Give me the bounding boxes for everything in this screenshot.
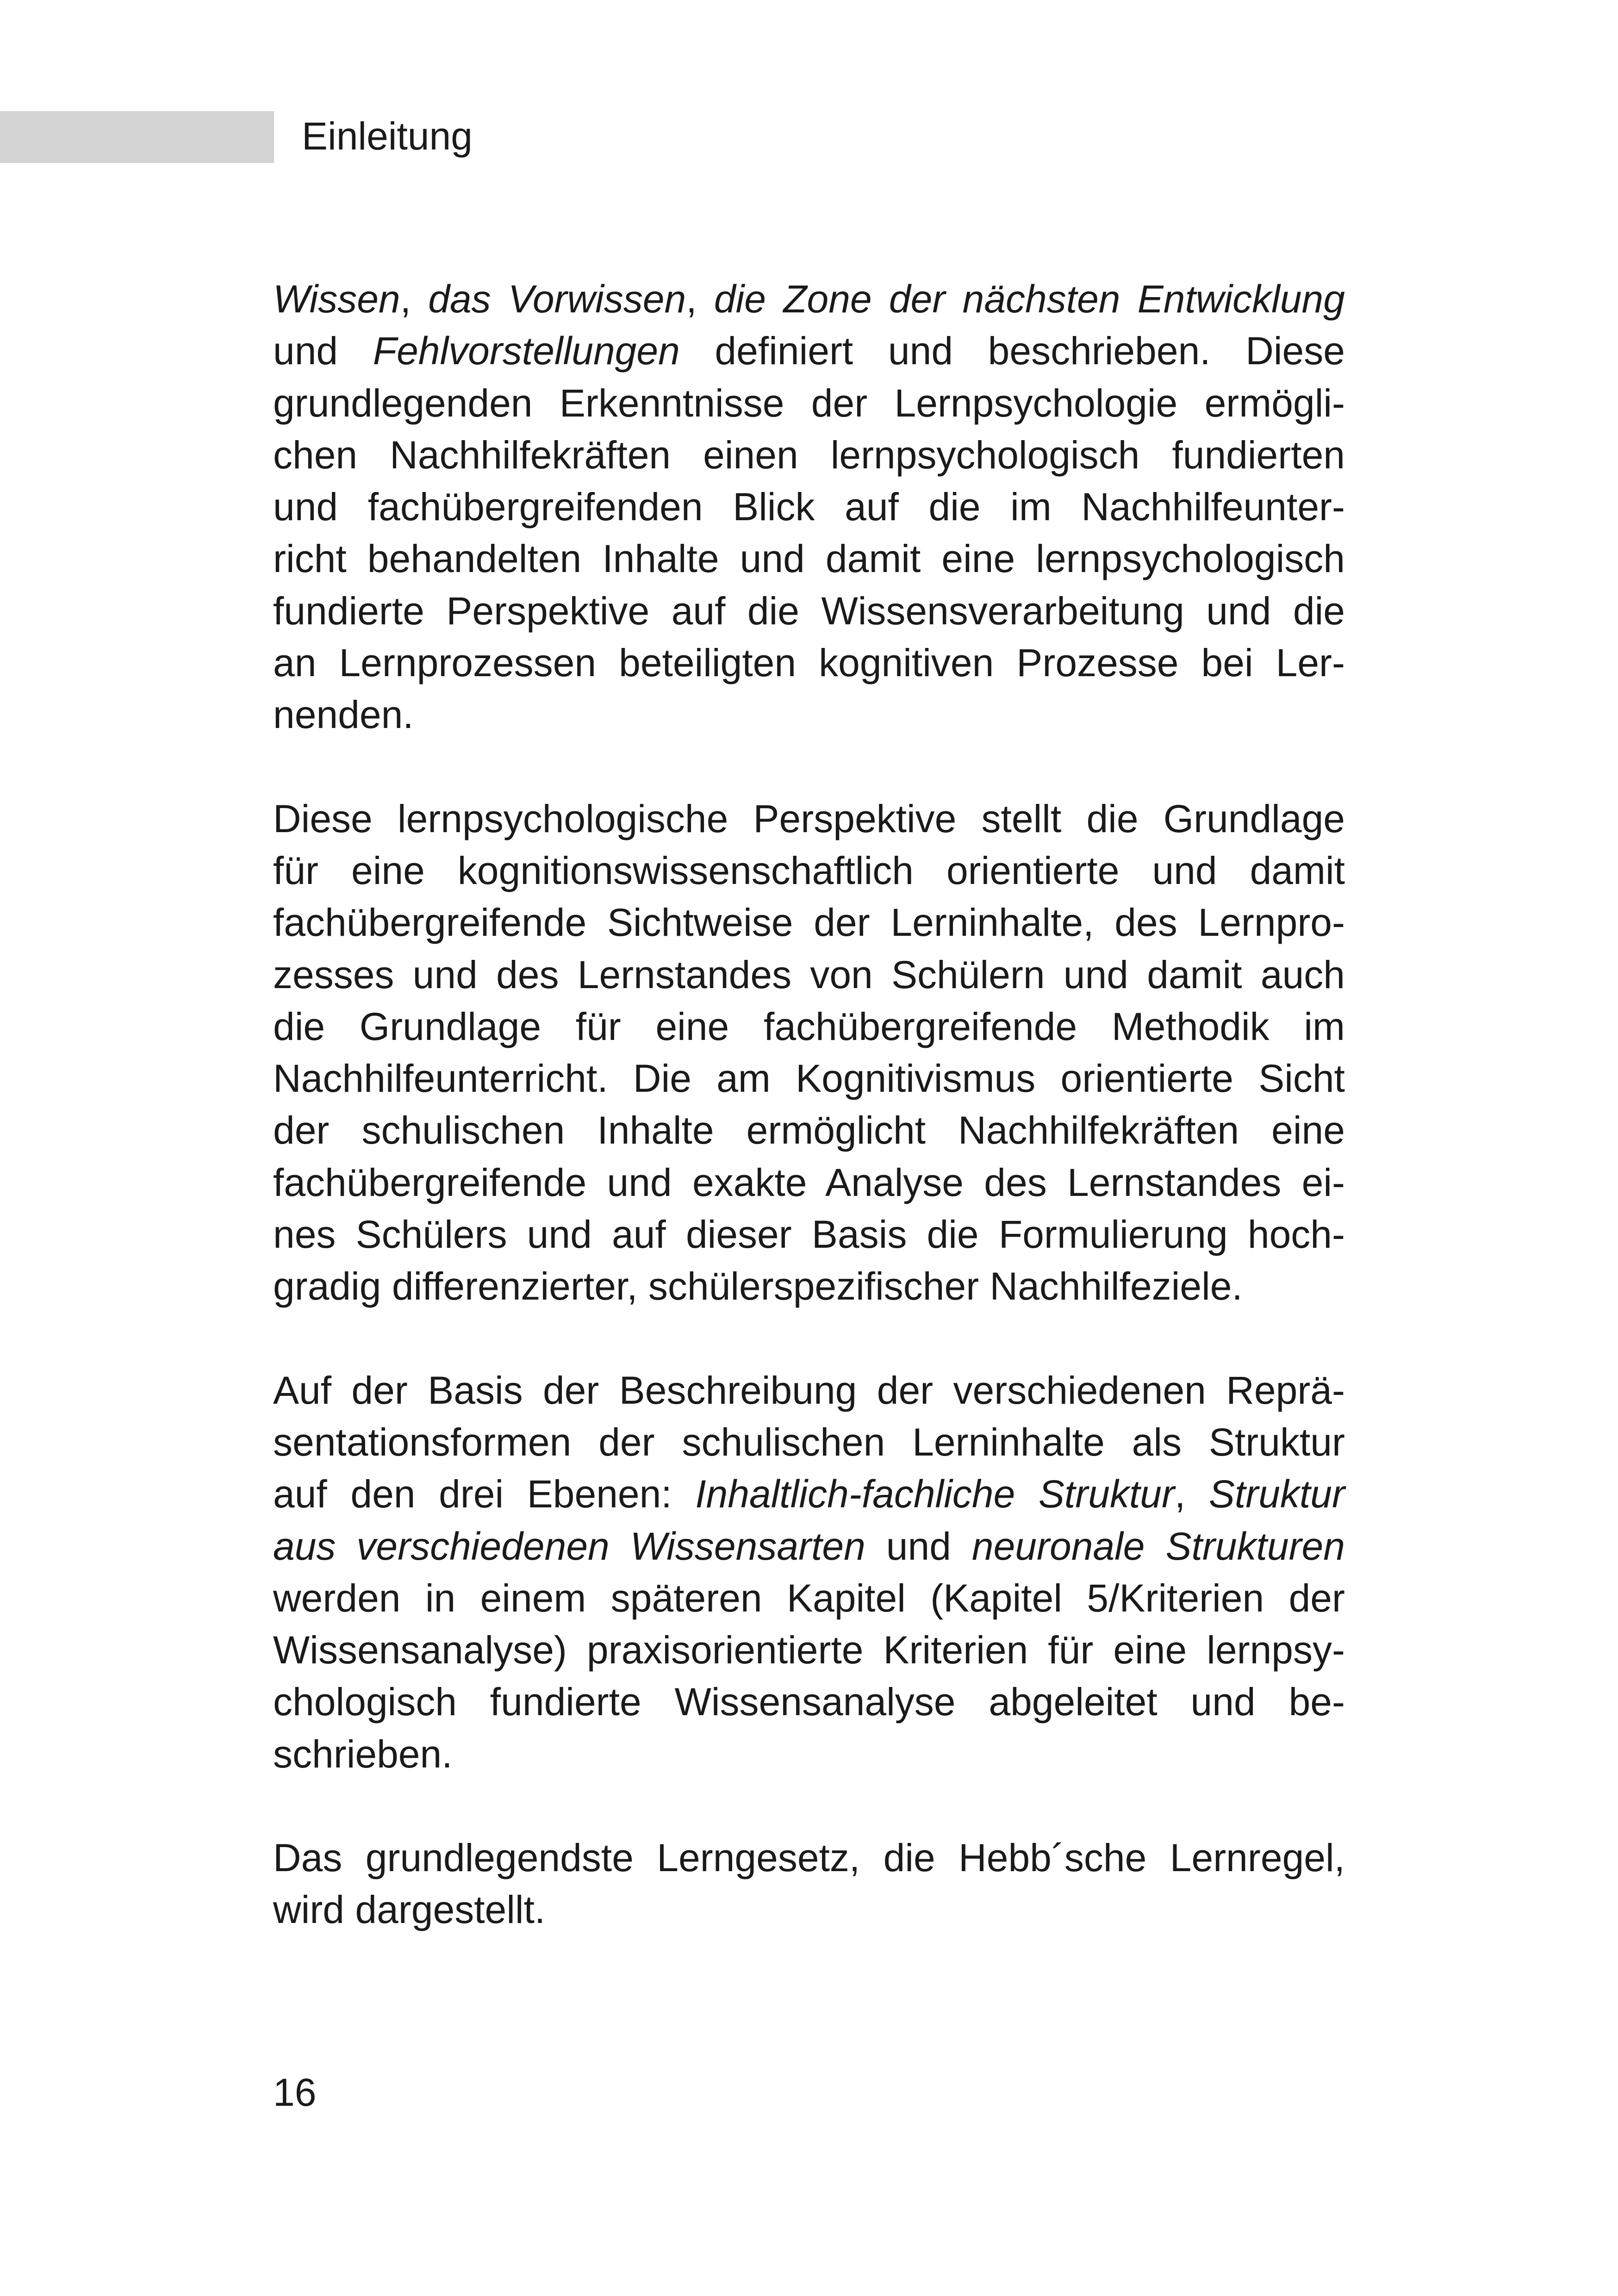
text-line (273, 481, 1345, 533)
text-line (273, 1728, 1345, 1780)
text-line (273, 585, 1345, 637)
text-line (273, 845, 1345, 896)
text-run: grundlegenden Erkenntnisse der Lernpsychologie ermögli- (273, 381, 1345, 425)
text-run: , (686, 277, 714, 321)
text-line (273, 1208, 1345, 1260)
text-run: Auf der Basis der Beschreibung der verschiedenen Reprä- (273, 1368, 1345, 1412)
text-run: fachübergreifende und exakte Analyse des Lernstandes ei- (273, 1160, 1345, 1204)
text-line (273, 1572, 1345, 1624)
text-line (273, 949, 1345, 1001)
paragraph (273, 793, 1345, 1313)
paragraph (273, 273, 1345, 741)
text-run: fundierte Perspektive auf die Wissensverarbeitung und die (273, 589, 1345, 633)
text-run: und fachübergreifenden Blick auf die im Nachhilfeunter- (273, 485, 1345, 529)
text-run: werden in einem späteren Kapitel (Kapitel 5/Kriterien der (273, 1576, 1345, 1620)
italic-term: die Zone der nächsten Entwicklung (714, 277, 1345, 321)
text-line (273, 1260, 1345, 1312)
italic-term: Inhaltlich-fachliche Struktur (695, 1472, 1175, 1516)
text-run: für eine kognitionswissenschaftlich orientierte und damit (273, 848, 1345, 892)
text-run: definiert und beschrieben. Diese (679, 329, 1345, 373)
text-run: Nachhilfeunterricht. Die am Kognitivismus orientierte Sicht (273, 1057, 1345, 1101)
text-run: Das grundlegendste Lerngesetz, die Hebb´sche Lernregel, (273, 1836, 1345, 1880)
text-line (273, 637, 1345, 689)
page-number: 16 (273, 2071, 317, 2114)
text-line (273, 1624, 1345, 1676)
text-line (273, 793, 1345, 845)
text-run: sentationsformen der schulischen Lerninhalte als Struktur (273, 1420, 1345, 1464)
paragraph (273, 1832, 1345, 1936)
text-line (273, 533, 1345, 585)
text-run: die Grundlage für eine fachübergreifende Methodik im (273, 1004, 1345, 1048)
body-text (273, 273, 1345, 1936)
text-line (273, 1884, 1345, 1935)
text-line (273, 1832, 1345, 1884)
text-line (273, 1468, 1345, 1520)
text-run: richt behandelten Inhalte und damit eine lernpsychologisch (273, 537, 1345, 581)
italic-term: Struktur (1208, 1472, 1345, 1516)
text-run: wird dargestellt. (273, 1888, 546, 1932)
text-line (273, 1001, 1345, 1052)
italic-term: Wissen (273, 277, 400, 321)
text-line (273, 1104, 1345, 1156)
text-run: an Lernprozessen beteiligten kognitiven Prozesse bei Ler- (273, 641, 1345, 685)
italic-term: Fehlvorstellungen (373, 329, 680, 373)
italic-term: das Vorwissen (428, 277, 686, 321)
text-line (273, 689, 1345, 740)
text-run: auf den drei Ebenen: (273, 1472, 696, 1516)
text-run: chologisch fundierte Wissensanalyse abgeleitet und be- (273, 1680, 1345, 1724)
text-line (273, 896, 1345, 948)
text-line (273, 1157, 1345, 1208)
text-line (273, 1676, 1345, 1728)
text-run: Wissensanalyse) praxisorientierte Kriterien für eine lernpsy- (273, 1628, 1345, 1672)
text-run: , (1174, 1472, 1209, 1516)
text-run: und (865, 1524, 972, 1568)
text-line (273, 273, 1345, 325)
text-run: zesses und des Lernstandes von Schülern und damit auch (273, 952, 1345, 996)
text-run: gradig differenzierter, schülerspezifischer Nachhilfeziele. (273, 1264, 1243, 1308)
text-line (273, 1052, 1345, 1104)
text-run: und (273, 329, 373, 373)
text-line (273, 1520, 1345, 1572)
text-run: , (400, 277, 429, 321)
text-run: nes Schülers und auf dieser Basis die Formulierung hoch- (273, 1213, 1345, 1257)
italic-term: aus verschiedenen Wissensarten (273, 1524, 865, 1568)
paragraph (273, 1364, 1345, 1780)
text-run: schrieben. (273, 1732, 453, 1776)
text-line (273, 325, 1345, 377)
running-header-title: Einleitung (302, 114, 473, 158)
text-line (273, 1416, 1345, 1468)
header-accent-bar (0, 111, 274, 163)
text-run: der schulischen Inhalte ermöglicht Nachhilfekräften eine (273, 1108, 1345, 1152)
text-line (273, 377, 1345, 429)
text-run: fachübergreifende Sichtweise der Lerninhalte, des Lernpro- (273, 901, 1345, 945)
italic-term: neuronale Strukturen (971, 1524, 1345, 1568)
text-run: nenden. (273, 693, 414, 737)
text-line (273, 1364, 1345, 1416)
text-line (273, 429, 1345, 481)
text-run: chen Nachhilfekräften einen lernpsychologisch fundierten (273, 433, 1345, 477)
text-run: Diese lernpsychologische Perspektive stellt die Grundlage (273, 796, 1345, 840)
